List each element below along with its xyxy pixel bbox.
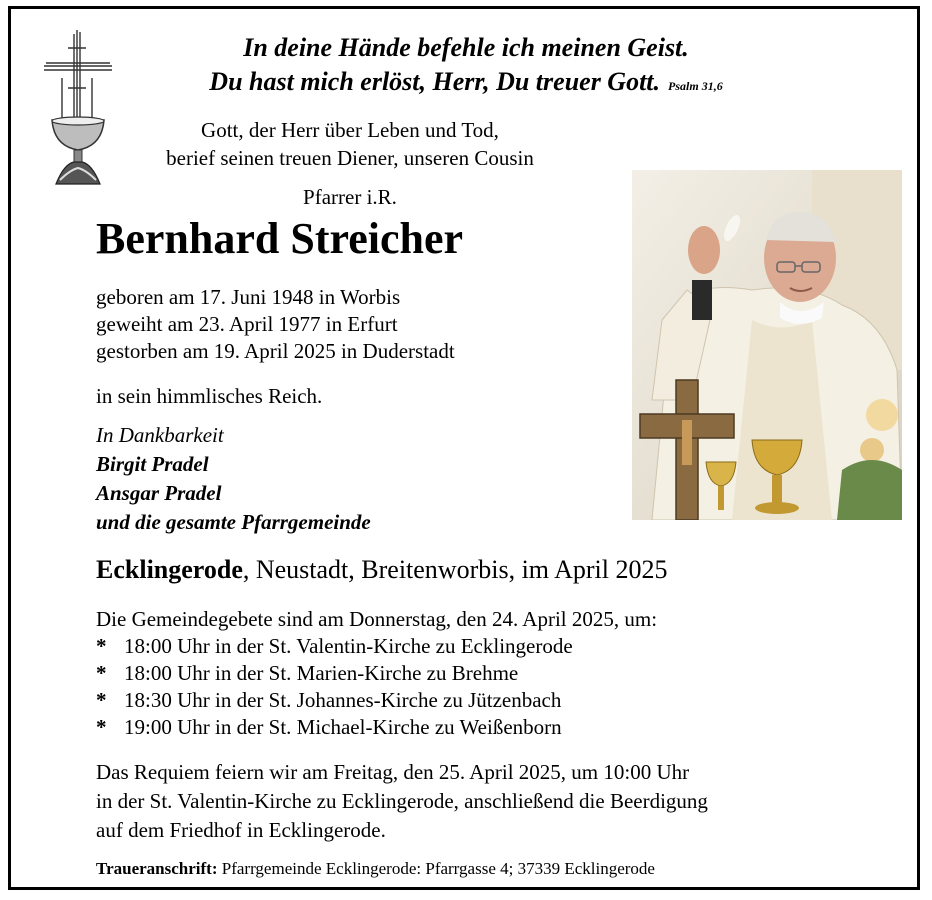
priest-portrait	[632, 170, 902, 520]
prayers-intro: Die Gemeindegebete sind am Donnerstag, den 24. April 2025, um:	[96, 607, 658, 631]
psalm-line-2	[0, 66, 932, 102]
place-primary: Ecklingerode	[96, 555, 243, 584]
bullet-star: *	[96, 661, 107, 685]
psalm-line-1: In deine Hände befehle ich meinen Geist.	[243, 33, 689, 62]
list-item	[96, 633, 657, 660]
place-date	[96, 553, 667, 587]
mourner-name: Ansgar Pradel	[96, 481, 222, 505]
ordination-fact: geweiht am 23. April 1977 in Erfurt	[96, 312, 398, 336]
bullet-star: *	[96, 715, 107, 739]
death-fact: gestorben am 19. April 2025 in Duderstadt	[96, 339, 455, 363]
intro-line-1: Gott, der Herr über Leben und Tod,	[201, 118, 499, 142]
prayer-item-text: 18:30 Uhr in der St. Johannes-Kirche zu Jützenbach	[124, 688, 562, 712]
bullet-star: *	[96, 688, 107, 712]
requiem-info	[96, 758, 708, 845]
deceased-name: Bernhard Streicher	[96, 214, 464, 263]
life-facts	[96, 284, 455, 365]
list-item	[96, 660, 657, 687]
prayer-list	[96, 633, 657, 741]
mourner-name: Birgit Pradel	[96, 452, 209, 476]
portrait-illustration	[632, 170, 902, 520]
psalm-line-2-text: Du hast mich erlöst, Herr, Du treuer Gott.	[209, 67, 661, 96]
mourning-address	[96, 858, 655, 880]
intro-line-2: berief seinen treuen Diener, unseren Cousin	[166, 146, 534, 170]
birth-fact: geboren am 17. Juni 1948 in Worbis	[96, 285, 401, 309]
requiem-line-1: Das Requiem feiern wir am Freitag, den 25. April 2025, um 10:00 Uhr	[96, 760, 690, 784]
prayer-item-text: 19:00 Uhr in der St. Michael-Kirche zu Weißenborn	[124, 715, 562, 739]
closing-line: in sein himmlisches Reich.	[96, 384, 323, 408]
psalm-reference: Psalm 31,6	[668, 79, 723, 93]
prayer-schedule	[96, 606, 657, 741]
requiem-line-2: in der St. Valentin-Kirche zu Ecklingerode, anschließend die Beerdigung	[96, 789, 708, 813]
place-rest: , Neustadt, Breitenworbis, im April 2025	[242, 555, 668, 584]
address-label: Traueranschrift:	[96, 859, 218, 878]
mourner-name: und die gesamte Pfarrgemeinde	[96, 510, 371, 534]
thanks-heading: In Dankbarkeit	[96, 423, 224, 447]
address-text: Pfarrgemeinde Ecklingerode: Pfarrgasse 4; 37339 Ecklingerode	[217, 859, 655, 878]
prayer-item-text: 18:00 Uhr in der St. Marien-Kirche zu Brehme	[124, 661, 519, 685]
deceased-title: Pfarrer i.R.	[303, 185, 397, 209]
bullet-star: *	[96, 634, 107, 658]
requiem-line-3: auf dem Friedhof in Ecklingerode.	[96, 818, 386, 842]
prayer-item-text: 18:00 Uhr in der St. Valentin-Kirche zu Ecklingerode	[124, 634, 573, 658]
mourners-block	[96, 421, 371, 537]
list-item	[96, 687, 657, 714]
list-item	[96, 714, 657, 741]
